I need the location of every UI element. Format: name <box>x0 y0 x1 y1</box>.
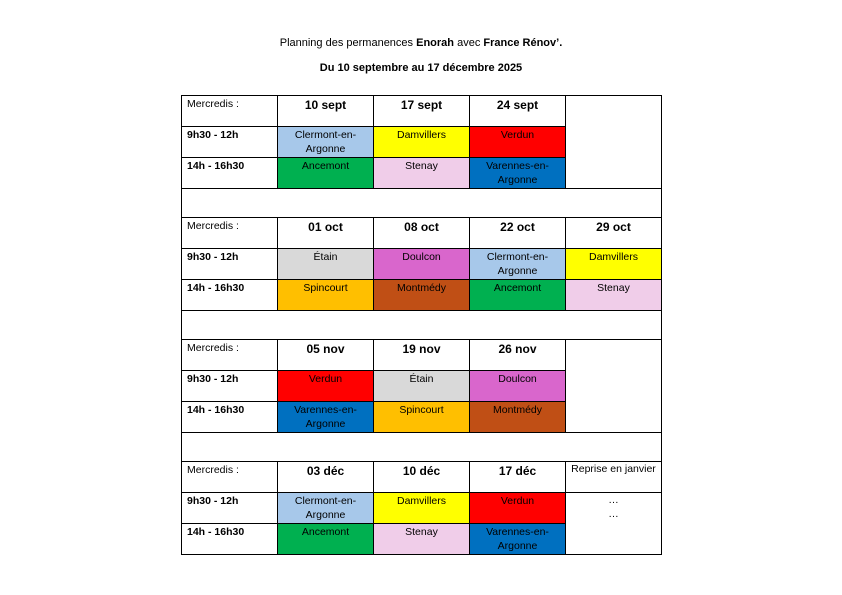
title-prefix: Planning des permanences <box>279 37 414 49</box>
afternoon-label: 14h - 16h30 <box>182 280 278 311</box>
page-title <box>0 36 842 50</box>
mercredis-label: Mercredis : <box>182 218 278 249</box>
date-header: 29 oct <box>566 218 662 249</box>
dates-row <box>182 218 662 249</box>
block-spacer <box>182 189 662 218</box>
morning-label: 9h30 - 12h <box>182 493 278 524</box>
dates-row <box>182 340 662 371</box>
morning-location: Damvillers <box>374 493 470 524</box>
morning-label: 9h30 - 12h <box>182 371 278 402</box>
title-org: France Rénov’. <box>483 37 563 49</box>
morning-location: Clermont-en-Argonne <box>278 493 374 524</box>
afternoon-location: Varennes-en-Argonne <box>278 402 374 433</box>
page-subtitle: Du 10 septembre au 17 décembre 2025 <box>319 62 523 74</box>
date-header: 22 oct <box>470 218 566 249</box>
block-spacer <box>182 433 662 462</box>
afternoon-label: 14h - 16h30 <box>182 158 278 189</box>
morning-location: Damvillers <box>374 127 470 158</box>
morning-location: Verdun <box>470 493 566 524</box>
afternoon-location: Varennes-en-Argonne <box>470 158 566 189</box>
afternoon-label: 14h - 16h30 <box>182 402 278 433</box>
block-spacer <box>182 311 662 340</box>
spacer-cell <box>182 311 662 340</box>
date-header: 26 nov <box>470 340 566 371</box>
dates-row <box>182 462 662 493</box>
date-header: 24 sept <box>470 96 566 127</box>
schedule-table <box>181 95 662 555</box>
morning-row <box>182 249 662 280</box>
date-header: 10 sept <box>278 96 374 127</box>
title-name: Enorah <box>416 37 455 49</box>
afternoon-location: Spincourt <box>278 280 374 311</box>
afternoon-location: Montmédy <box>470 402 566 433</box>
afternoon-location: Stenay <box>374 158 470 189</box>
reprise-note: Reprise en janvier <box>566 462 662 493</box>
afternoon-location: Ancemont <box>470 280 566 311</box>
mercredis-label: Mercredis : <box>182 96 278 127</box>
morning-location: Étain <box>278 249 374 280</box>
date-header: 17 sept <box>374 96 470 127</box>
afternoon-location: Ancemont <box>278 158 374 189</box>
afternoon-location: Spincourt <box>374 402 470 433</box>
morning-location: Verdun <box>278 371 374 402</box>
note-ellipsis: … <box>608 508 619 520</box>
date-header: 05 nov <box>278 340 374 371</box>
date-header: 19 nov <box>374 340 470 371</box>
afternoon-location: Stenay <box>566 280 662 311</box>
date-header: 08 oct <box>374 218 470 249</box>
morning-label: 9h30 - 12h <box>182 127 278 158</box>
morning-row <box>182 493 662 524</box>
note-ellipsis: … <box>608 494 619 506</box>
date-header: 03 déc <box>278 462 374 493</box>
spacer-cell <box>182 433 662 462</box>
spacer-cell <box>182 189 662 218</box>
morning-location: Clermont-en-Argonne <box>470 249 566 280</box>
morning-location: Étain <box>374 371 470 402</box>
mercredis-label: Mercredis : <box>182 340 278 371</box>
afternoon-location: Montmédy <box>374 280 470 311</box>
date-header: 10 déc <box>374 462 470 493</box>
morning-location: Doulcon <box>374 249 470 280</box>
morning-location: Doulcon <box>470 371 566 402</box>
title-mid: avec <box>457 37 481 49</box>
note-continuation <box>566 493 662 555</box>
afternoon-location: Varennes-en-Argonne <box>470 524 566 555</box>
afternoon-row <box>182 280 662 311</box>
morning-location: Damvillers <box>566 249 662 280</box>
date-header: 01 oct <box>278 218 374 249</box>
afternoon-location: Ancemont <box>278 524 374 555</box>
date-header: 17 déc <box>470 462 566 493</box>
mercredis-label: Mercredis : <box>182 462 278 493</box>
empty-cell <box>566 340 662 433</box>
morning-location: Clermont-en-Argonne <box>278 127 374 158</box>
afternoon-location: Stenay <box>374 524 470 555</box>
afternoon-label: 14h - 16h30 <box>182 524 278 555</box>
morning-location: Verdun <box>470 127 566 158</box>
dates-row <box>182 96 662 127</box>
morning-label: 9h30 - 12h <box>182 249 278 280</box>
empty-cell <box>566 96 662 189</box>
